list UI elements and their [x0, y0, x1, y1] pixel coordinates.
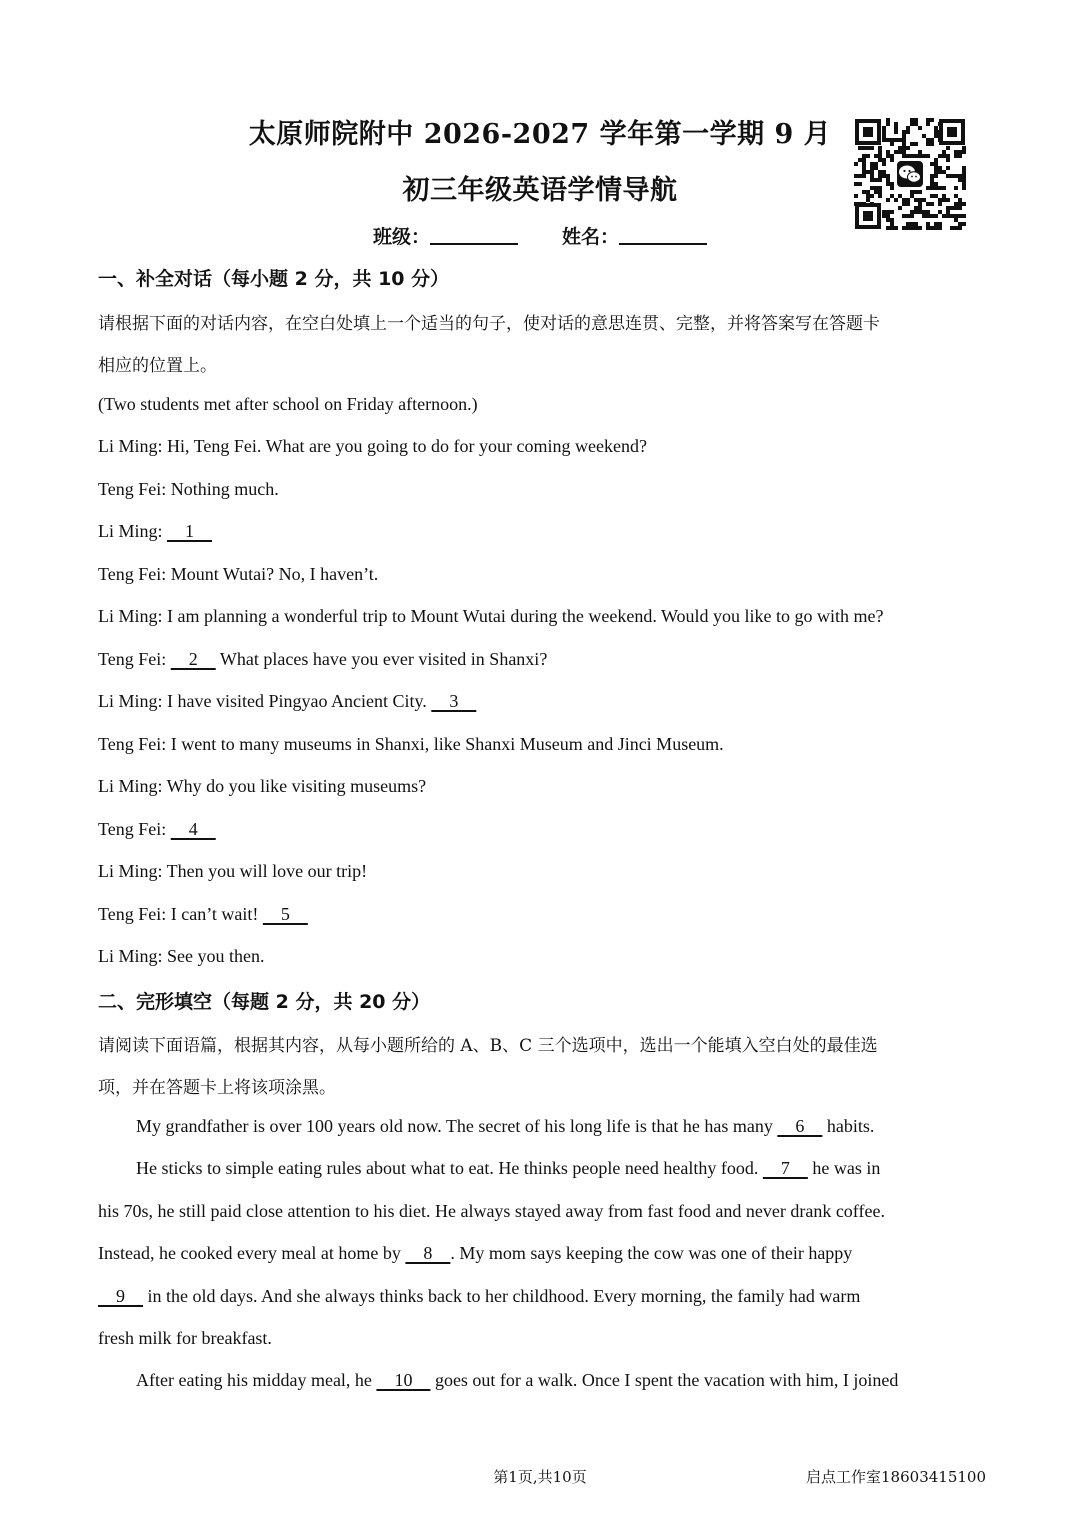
answer-blank[interactable]: 1: [167, 521, 213, 541]
cloze-blank[interactable]: 8: [405, 1243, 451, 1263]
dialogue-text: Li Ming: Then you will love our trip!: [98, 861, 368, 881]
exam-title-line2: 初三年级英语学情导航: [402, 175, 678, 206]
passage-text: in the old days. And she always thinks back to her childhood. Every morning, the family had warm: [143, 1286, 861, 1306]
section1-title: 一、补全对话（每小题 2 分，共 10 分）: [98, 268, 450, 290]
class-fill-line[interactable]: [430, 225, 518, 245]
wechat-icon: [896, 160, 924, 188]
passage-text: My grandfather is over 100 years old now. The secret of his long life is that he has many: [136, 1116, 778, 1136]
dialogue-line: [98, 436, 647, 457]
answer-blank[interactable]: 3: [431, 691, 477, 711]
dialogue-line: [98, 564, 378, 585]
dialogue-line: [98, 691, 476, 712]
answer-blank[interactable]: 5: [262, 904, 308, 924]
answer-blank[interactable]: 2: [170, 649, 216, 669]
dialogue-text: Teng Fei: I went to many museums in Shanxi, like Shanxi Museum and Jinci Museum.: [98, 734, 724, 754]
dialogue-text: Li Ming: I am planning a wonderful trip to Mount Wutai during the weekend. Would you like to go with me?: [98, 606, 884, 626]
passage-text: After eating his midday meal, he: [136, 1370, 377, 1390]
dialogue-line: [98, 776, 426, 797]
dialogue-text: Teng Fei:: [98, 819, 171, 839]
section1-instruction-line1: 请根据下面的对话内容，在空白处填上一个适当的句子，使对话的意思连贯、完整，并将答案写在答题卡: [98, 314, 880, 334]
passage-line: [136, 1116, 874, 1137]
cloze-blank[interactable]: 7: [762, 1158, 808, 1178]
page-number: 第1页,共10页: [493, 1468, 587, 1486]
dialogue-line: [98, 479, 279, 500]
cloze-blank[interactable]: 9: [98, 1286, 143, 1306]
dialogue-line: [98, 521, 212, 542]
dialogue-text: Teng Fei: Mount Wutai? No, I haven’t.: [98, 564, 379, 584]
dialogue-text: Li Ming:: [98, 521, 168, 541]
dialogue-text: Li Ming: Hi, Teng Fei. What are you going to do for your coming weekend?: [98, 436, 647, 456]
dialogue-text: Li Ming: I have visited Pingyao Ancient City.: [98, 691, 432, 711]
passage-text: fresh milk for breakfast.: [98, 1328, 272, 1348]
dialogue-text: Teng Fei: I can’t wait!: [98, 904, 263, 924]
dialogue-line: [98, 734, 724, 755]
studio-contact: 启点工作室18603415100: [806, 1468, 986, 1486]
dialogue-line: [98, 904, 308, 925]
dialogue-line: [98, 606, 884, 627]
cloze-blank[interactable]: 6: [777, 1116, 823, 1136]
class-label: 班级：: [372, 226, 430, 248]
dialogue-text: Li Ming: See you then.: [98, 946, 265, 966]
passage-line: [136, 1370, 898, 1391]
dialogue-line: [98, 946, 264, 967]
passage-line: [98, 1243, 852, 1264]
dialogue-text: What places have you ever visited in Shanxi?: [215, 649, 548, 669]
passage-text: habits.: [822, 1116, 875, 1136]
dialogue-text: Li Ming: Why do you like visiting museums?: [98, 776, 427, 796]
passage-text: . My mom says keeping the cow was one of their happy: [450, 1243, 853, 1263]
passage-text: goes out for a walk. Once I spent the vacation with him, I joined: [430, 1370, 899, 1390]
exam-title-line1: 太原师院附中 2026-2027 学年第一学期 9 月: [248, 119, 832, 150]
qr-code-icon: [854, 118, 966, 230]
dialogue-line: [98, 649, 547, 670]
name-label: 姓名：: [562, 226, 620, 248]
cloze-blank[interactable]: 10: [376, 1370, 431, 1390]
section2-instruction-line1: 请阅读下面语篇，根据其内容，从每小题所给的 A、B、C 三个选项中，选出一个能填入空白处的最佳选: [98, 1036, 878, 1056]
dialogue-text: Teng Fei: Nothing much.: [98, 479, 279, 499]
dialogue-line: [98, 819, 216, 840]
section2-instruction-line2: 项，并在答题卡上将该项涂黑。: [98, 1078, 336, 1098]
section1-instruction-line2: 相应的位置上。: [98, 356, 217, 376]
passage-text: his 70s, he still paid close attention to his diet. He always stayed away from fast food and never drank coffee.: [98, 1201, 885, 1221]
passage-line: [136, 1158, 880, 1179]
passage-line: [98, 1286, 860, 1307]
passage-line: [98, 1328, 272, 1349]
name-fill-line[interactable]: [619, 225, 707, 245]
dialogue-text: Teng Fei:: [98, 649, 171, 669]
passage-text: he was in: [807, 1158, 881, 1178]
dialogue-scene: (Two students met after school on Friday afternoon.): [98, 394, 478, 414]
passage-text: He sticks to simple eating rules about what to eat. He thinks people need healthy food.: [136, 1158, 763, 1178]
section2-title: 二、完形填空（每题 2 分，共 20 分）: [98, 991, 431, 1013]
dialogue-line: [98, 861, 367, 882]
passage-text: Instead, he cooked every meal at home by: [98, 1243, 406, 1263]
answer-blank[interactable]: 4: [170, 819, 216, 839]
passage-line: [98, 1201, 885, 1222]
